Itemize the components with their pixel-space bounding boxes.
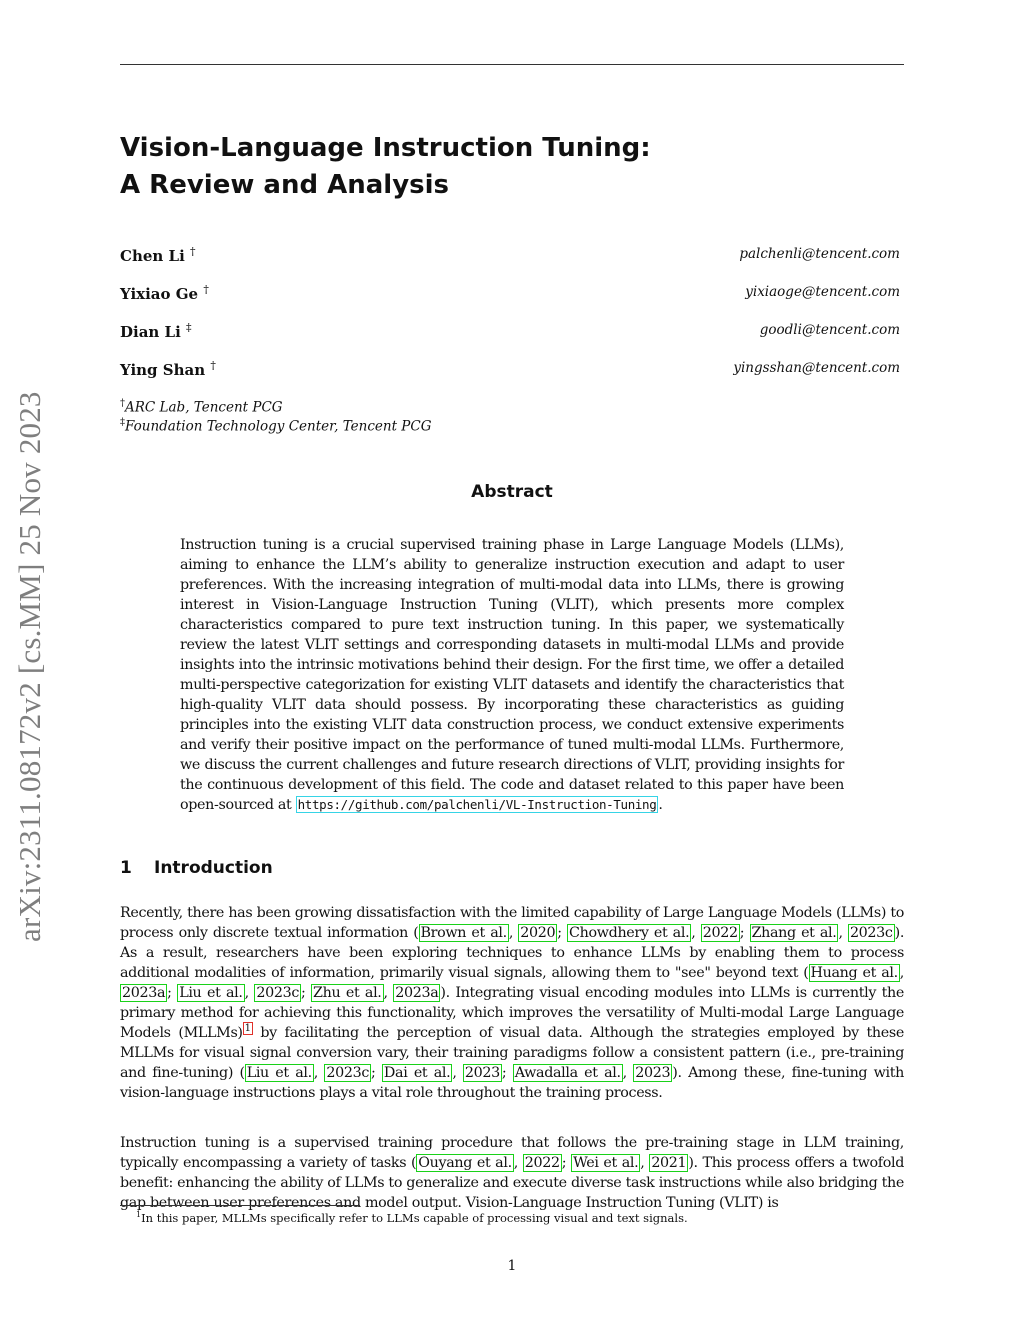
citation-link[interactable]: 2023c (256, 985, 299, 1001)
citation-link[interactable]: Awadalla et al. (514, 1065, 621, 1081)
title-line-2: A Review and Analysis (120, 170, 450, 200)
citation-link[interactable]: Zhang et al. (751, 925, 837, 941)
citation-link[interactable]: Liu et al. (246, 1065, 312, 1081)
citation-link[interactable]: Ouyang et al. (418, 1155, 512, 1171)
footnote: $^1$In this paper, MLLMs specifically refer to LLMs capable of processing visual and text signals. (136, 1210, 688, 1225)
author-name: Yixiao Ge † (120, 283, 209, 303)
affiliation: †ARC Lab, Tencent PCG (120, 398, 283, 416)
citation-link[interactable]: Huang et al. (810, 965, 898, 981)
author-email[interactable]: goodli@tencent.com (759, 322, 900, 338)
author-row (120, 321, 900, 343)
section-number: 1 (120, 858, 132, 878)
paper-title (120, 130, 820, 204)
author-email[interactable]: yixiaoge@tencent.com (745, 284, 900, 300)
arxiv-identifier: arXiv:2311.08172v2 [cs.MM] 25 Nov 2023 (12, 391, 47, 942)
top-rule (120, 64, 904, 65)
author-name: Ying Shan † (120, 359, 216, 379)
section-title: Introduction (154, 858, 273, 878)
citation-link[interactable]: 2022 (524, 1155, 560, 1171)
citation-link[interactable]: Brown et al. (420, 925, 507, 941)
citation-link[interactable]: 2023a (395, 985, 439, 1001)
citation-link[interactable]: 2023 (464, 1065, 500, 1081)
citation-link[interactable]: 2023 (635, 1065, 671, 1081)
section-heading (120, 858, 273, 878)
citation-link[interactable]: 2020 (520, 925, 556, 941)
citation-link[interactable]: Chowdhery et al. (569, 925, 690, 941)
citation-link[interactable]: 2023a (122, 985, 166, 1001)
citation-link[interactable]: 2023c (849, 925, 893, 941)
abstract-heading: Abstract (471, 482, 553, 502)
footnote-rule (120, 1205, 360, 1206)
citation-link[interactable]: 2023c (326, 1065, 370, 1081)
citation-link[interactable]: Wei et al. (573, 1155, 639, 1171)
title-line-1: Vision-Language Instruction Tuning: (120, 133, 651, 163)
author-name: Chen Li † (120, 245, 196, 265)
abstract-text: Instruction tuning is a crucial supervised training phase in Large Language Models (LLMs), aiming to enhance the LLM’s ability to generalize instruction execution and adapt to user preferences. With the increasing integration of multi-modal data into LLMs, there is growing interest in Vision-Language Instruction Tuning (VLIT), which presents more complex characteristics compared to pure text instruction tuning. In this paper, we systematically review the latest VLIT settings and corresponding datasets in multi-modal LLMs and provide insights into the intrinsic motivations behind their design. For the first time, we offer a detailed multi-perspective categorization for existing VLIT datasets and identify the characteristics that high-quality VLIT data should possess. By incorporating these characteristics as guiding principles into the existing VLIT data construction process, we conduct extensive experiments and verify their positive impact on the performance of tuned multi-modal LLMs. Furthermore, we discuss the current challenges and future research directions of VLIT, providing insights for the continuous development of this field. The code and dataset related to this paper have been open-sourced at https://github.com/palchenli/VL-Instruction-Tuning . (180, 537, 844, 813)
author-row (120, 245, 900, 267)
citation-link[interactable]: Liu et al. (179, 985, 243, 1001)
citation-link[interactable]: 2021 (651, 1155, 687, 1171)
citation-link[interactable]: Zhu et al. (313, 985, 382, 1001)
intro-paragraph-1: Recently, there has been growing dissatisfaction with the limited capability of Large Language Models (LLMs) to process only discrete textual information ( Brown et al. , 2020 ; Chowdhery et al. , 2022 ; Zhang et al. , 2023c ). As a result, researchers have been exploring techniques to enhance LLMs by enabling them to process additional modalities of information, primarily visual signals, allowing them to "see" beyond text ( Huang et al. , 2023a ; Liu et al. , 2023c ; Zhu et al. , 2023a ). Integrating visual encoding modules into LLMs is currently the primary method for achieving this functionality, which improves the versatility of Multi-modal Large Language Models (MLLMs) $^1$ by facilitating the perception of visual data. Although the strategies employed by these MLLMs for visual signal conversion vary, their training paradigms follow a consistent pattern (i.e., pre-training and fine-tuning) ( Liu et al. , 2023c ; Dai et al. , 2023 ; Awadalla et al. , 2023 ). Among these, fine-tuning with vision-language instructions plays a vital role throughout the training process. (120, 905, 905, 1101)
citation-link[interactable]: Dai et al. (383, 1065, 451, 1081)
author-email[interactable]: yingsshan@tencent.com (733, 360, 900, 376)
intro-paragraph-2: Instruction tuning is a supervised training procedure that follows the pre-training stage in LLM training, typically encompassing a variety of tasks ( Ouyang et al. , 2022 ; Wei et al. , 2021 ). This process offers a twofold benefit: enhancing the ability of LLMs to generalize and execute diverse task instructions while also bridging the gap between user preferences and model output. Vision-Language Instruction Tuning (VLIT) is (120, 1135, 904, 1211)
page-number: 1 (507, 1258, 517, 1274)
author-row (120, 283, 900, 305)
author-name: Dian Li ‡ (120, 321, 192, 341)
author-email[interactable]: palchenli@tencent.com (739, 246, 900, 262)
citation-link[interactable]: 2022 (702, 925, 738, 941)
author-row (120, 359, 900, 381)
footnote-link[interactable]: 1 (244, 1023, 251, 1035)
affiliation: ‡Foundation Technology Center, Tencent PCG (120, 417, 432, 435)
github-link[interactable]: https://github.com/palchenli/VL-Instruction-Tuning (297, 797, 657, 812)
